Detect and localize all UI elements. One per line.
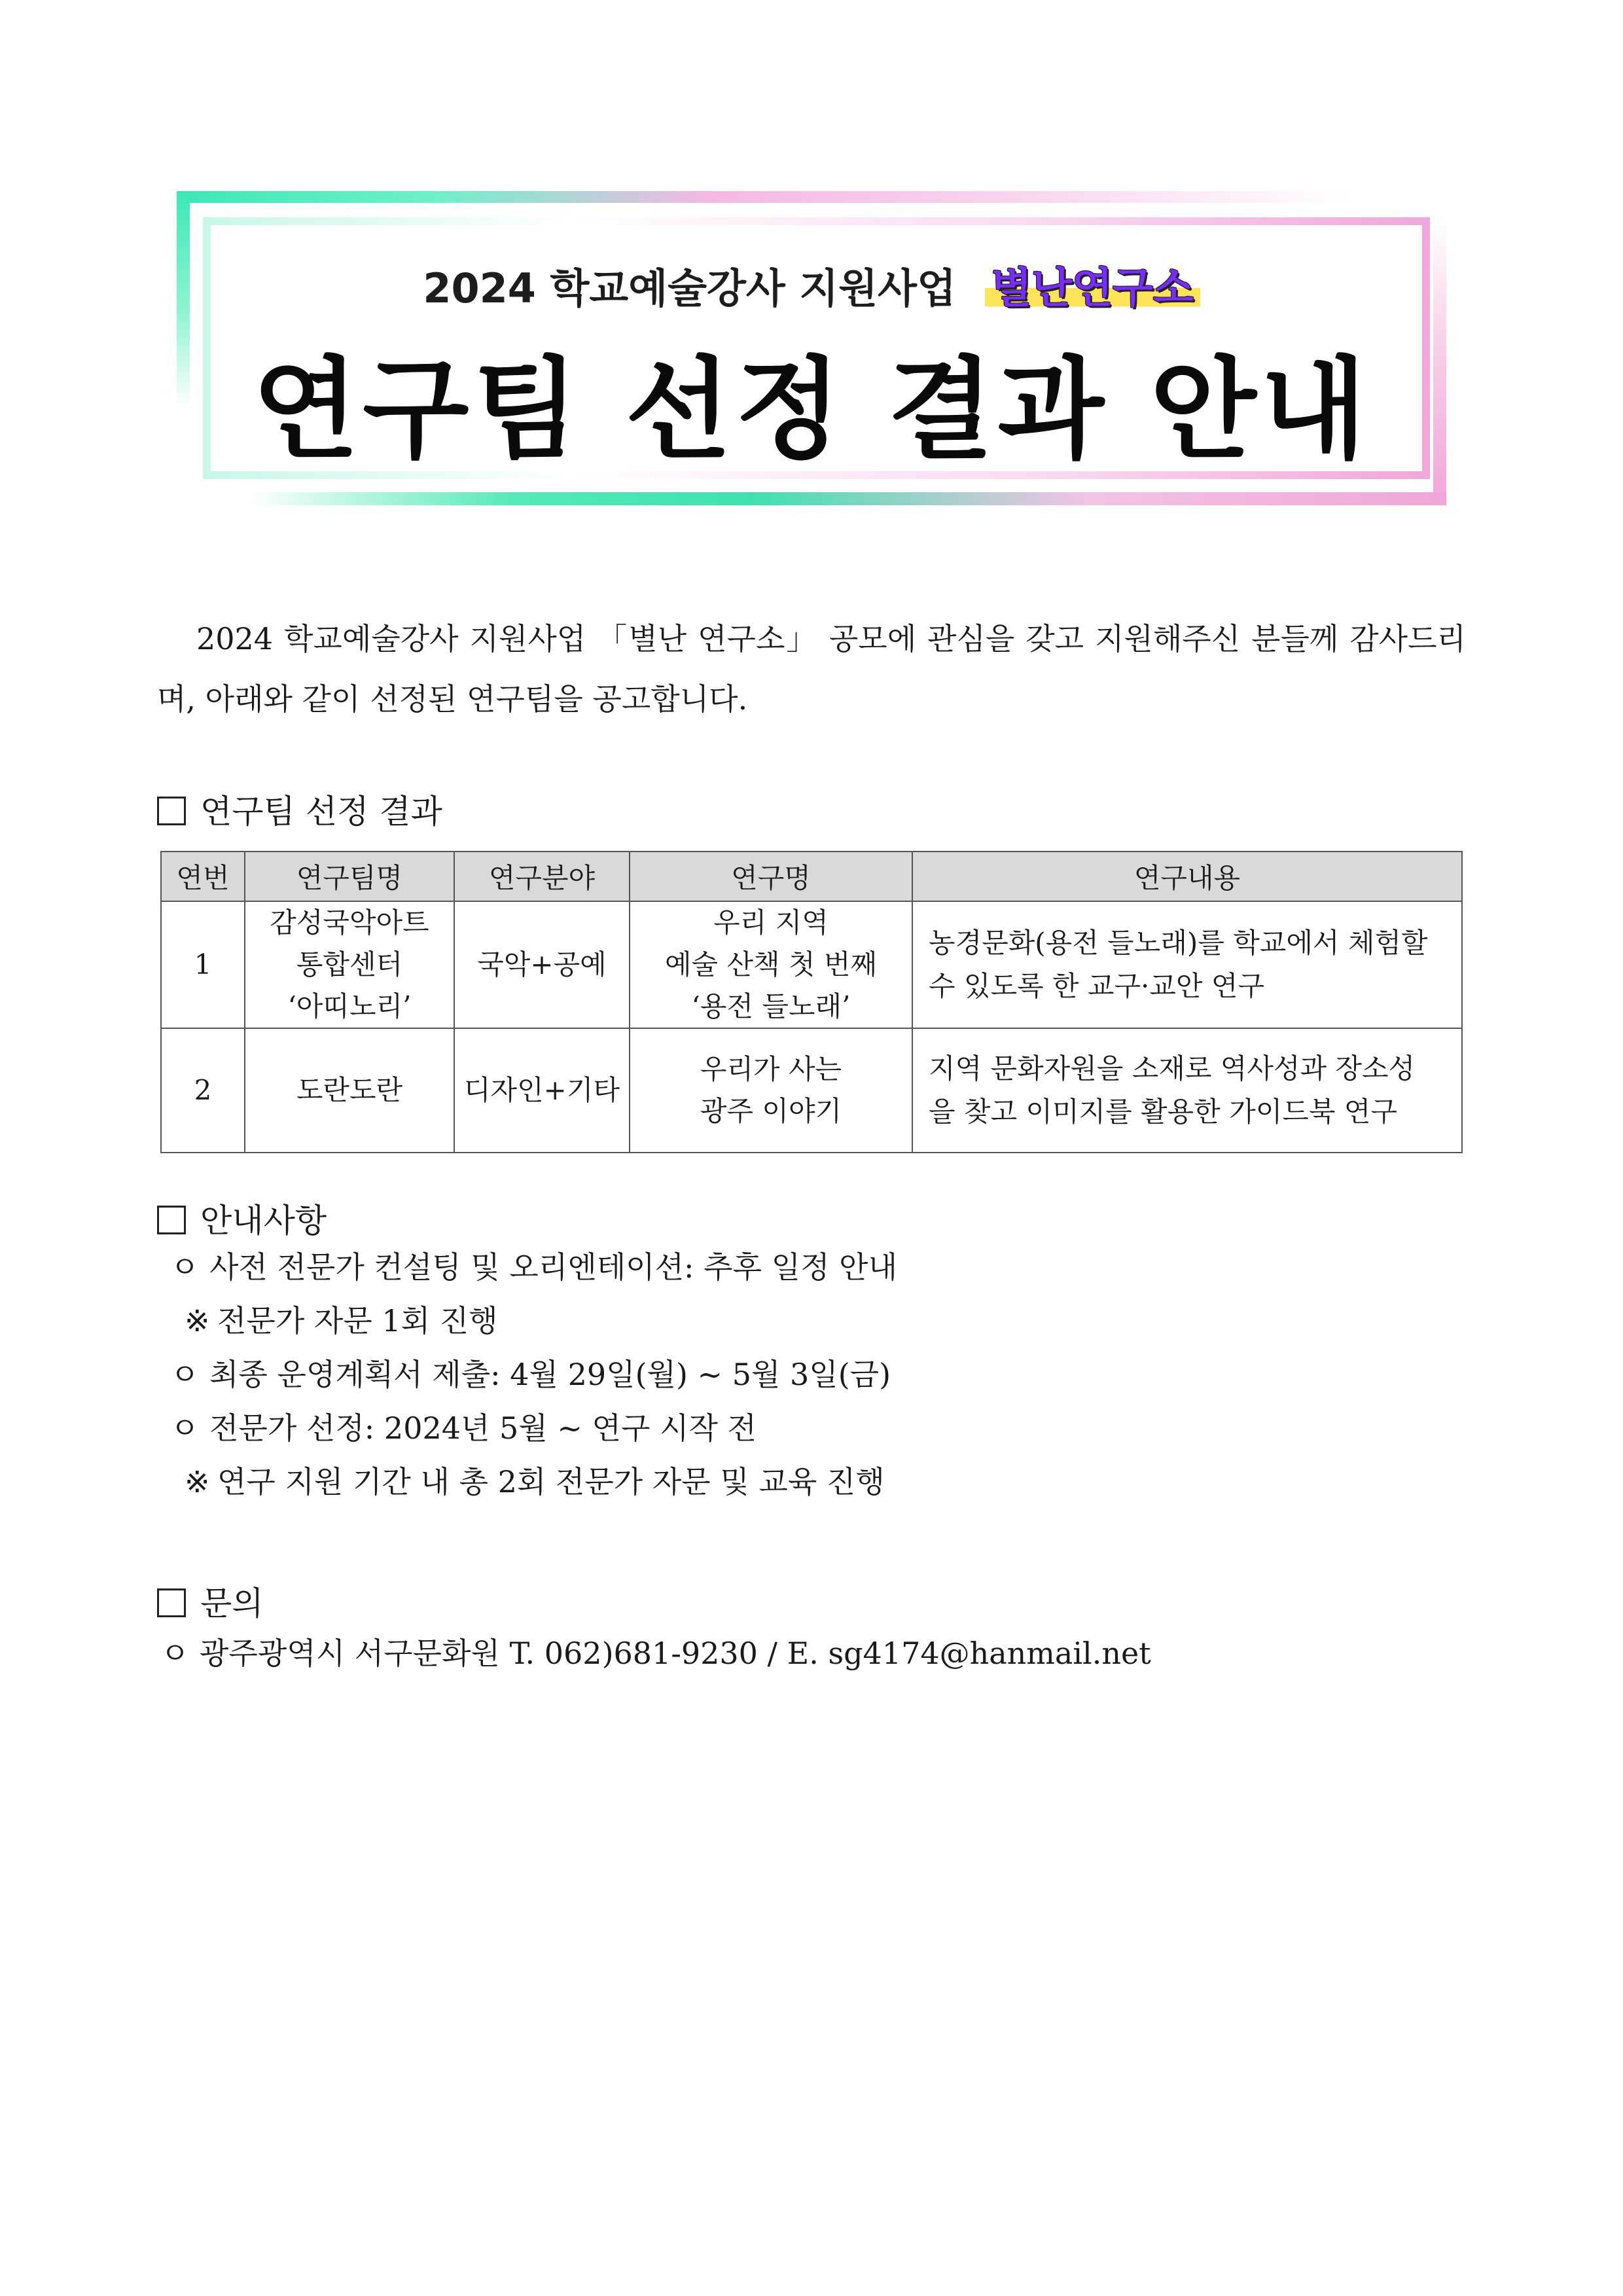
cell-no: 2 [161, 1028, 245, 1153]
section-heading-results [157, 785, 442, 833]
page-title: 연구팀 선정 결과 안내 [252, 346, 1371, 474]
list-note [170, 1455, 897, 1509]
notice-list [170, 1240, 897, 1509]
table-row [161, 1028, 1462, 1153]
cell-content [912, 1028, 1462, 1153]
checkbox-square-icon [157, 797, 186, 825]
contact-text: 광주광역시 서구문화원 T. 062)681-9230 / E. sg4174@hanmail.net [200, 1636, 1151, 1671]
cell-line: ‘용전 들노래’ [691, 990, 851, 1022]
banner-frame-top [177, 191, 1355, 203]
circle-bullet-icon: ㅇ [170, 1410, 200, 1446]
reference-mark-icon: ※ [185, 1464, 210, 1499]
cell-line: 광주 이야기 [700, 1095, 842, 1127]
column-header: 연번 [161, 852, 245, 901]
list-item-text: 전문가 자문 1회 진행 [217, 1303, 498, 1338]
list-item [160, 1626, 1151, 1680]
section-heading-text: 연구팀 선정 결과 [200, 793, 442, 831]
banner-subtitle-row [177, 253, 1446, 316]
circle-bullet-icon: ㅇ [160, 1636, 190, 1671]
column-header: 연구명 [630, 852, 912, 901]
list-note [170, 1294, 897, 1348]
column-header: 연구팀명 [245, 852, 454, 901]
circle-bullet-icon: ㅇ [170, 1357, 200, 1392]
cell-line: 우리 지역 [713, 906, 829, 939]
cell-title [630, 901, 912, 1028]
contact-list [160, 1626, 1151, 1680]
list-item-text: 사전 전문가 컨설팅 및 오리엔테이션: 추후 일정 안내 [209, 1249, 898, 1285]
circle-bullet-icon: ㅇ [170, 1249, 200, 1285]
cell-content [912, 901, 1462, 1028]
banner-frame-bottom [249, 492, 1446, 505]
table-row [161, 901, 1462, 1028]
table-header-row [161, 852, 1462, 901]
program-logo: 별난연구소 [985, 253, 1200, 316]
reference-mark-icon: ※ [185, 1303, 210, 1338]
list-item [170, 1401, 897, 1455]
cell-field: 국악+공예 [454, 901, 630, 1028]
cell-title [630, 1028, 912, 1153]
intro-text: 2024 학교예술강사 지원사업 「별난 연구소」 공모에 관심을 갖고 지원해주신 분들께 감사드리며, 아래와 같이 선정된 연구팀을 공고합니다. [157, 621, 1466, 717]
column-header: 연구내용 [912, 852, 1462, 901]
list-item-text: 전문가 선정: 2024년 5월 ~ 연구 시작 전 [209, 1410, 757, 1446]
cell-field: 디자인+기타 [454, 1028, 630, 1153]
cell-no: 1 [161, 901, 245, 1028]
section-heading-contact [157, 1577, 264, 1624]
checkbox-square-icon [157, 1588, 186, 1617]
column-header: 연구분야 [454, 852, 630, 901]
cell-line: 농경문화(용전 들노래)를 학교에서 체험할 [929, 927, 1428, 959]
banner-subtitle: 2024 학교예술강사 지원사업 [423, 264, 956, 312]
cell-team [245, 1028, 454, 1153]
intro-paragraph [157, 609, 1466, 729]
list-item [170, 1240, 897, 1294]
header-banner [177, 191, 1446, 505]
cell-line: 을 찾고 이미지를 활용한 가이드북 연구 [929, 1096, 1397, 1128]
cell-line: 예술 산책 첫 번째 [664, 948, 878, 980]
section-heading-text: 문의 [200, 1585, 264, 1623]
cell-line: 우리가 사는 [700, 1053, 842, 1085]
section-heading-notice [157, 1194, 327, 1242]
checkbox-square-icon [157, 1206, 186, 1234]
cell-line: 수 있도록 한 교구·교안 연구 [929, 970, 1265, 1002]
list-item [170, 1348, 897, 1401]
list-item-text: 연구 지원 기간 내 총 2회 전문가 자문 및 교육 진행 [217, 1464, 885, 1499]
cell-line: 도란도란 [296, 1074, 403, 1106]
cell-line: ‘아띠노리’ [287, 990, 412, 1022]
section-heading-text: 안내사항 [200, 1202, 327, 1240]
cell-line: 통합센터 [296, 948, 403, 980]
results-table [160, 851, 1463, 1153]
list-item-text: 최종 운영계획서 제출: 4월 29일(월) ~ 5월 3일(금) [209, 1357, 891, 1392]
cell-team [245, 901, 454, 1028]
cell-line: 감성국악아트 [270, 906, 429, 939]
cell-line: 지역 문화자원을 소재로 역사성과 장소성 [929, 1052, 1416, 1085]
